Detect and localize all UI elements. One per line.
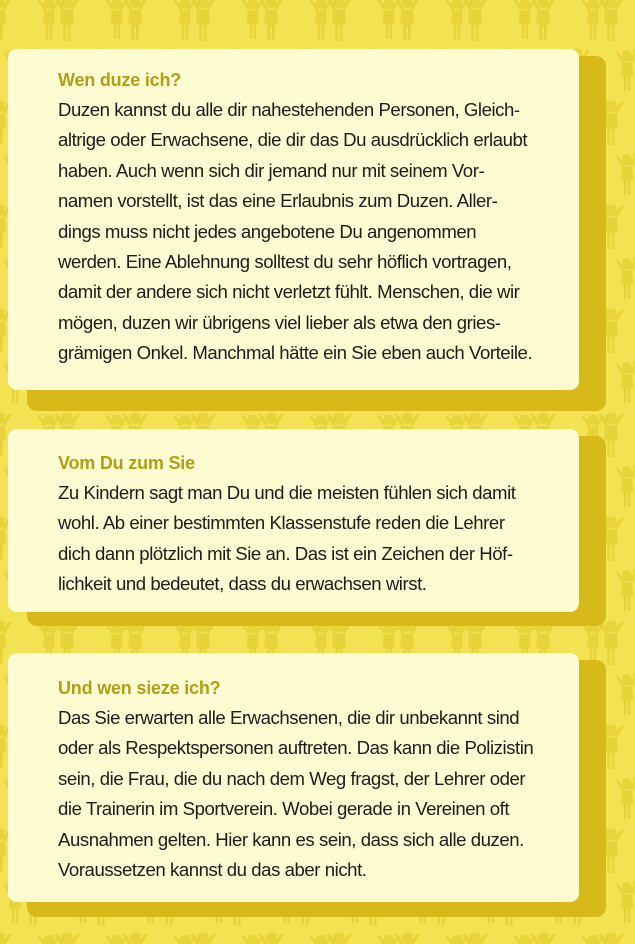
text-line: lichkeit und bedeutet, dass du erwachsen wirst. bbox=[58, 573, 427, 595]
text-line: namen vorstellt, ist das eine Erlaubnis zum Duzen. Aller- bbox=[58, 190, 498, 212]
person-figure-icon bbox=[54, 0, 79, 41]
person-figure-icon bbox=[326, 932, 351, 944]
person-figure-icon bbox=[378, 0, 401, 39]
card-vom-du-zum-sie bbox=[8, 429, 579, 612]
person-figure-icon bbox=[190, 0, 215, 41]
section-heading: Wen duze ich? bbox=[58, 70, 182, 90]
text-line: Ausnahmen gelten. Hier kann es sein, dass sich alle duzen. bbox=[58, 828, 524, 850]
person-figure-icon bbox=[598, 0, 623, 41]
text-line: damit der andere sich nicht verletzt fühlt. Menschen, die wir bbox=[58, 281, 520, 303]
person-figure-icon bbox=[0, 0, 12, 41]
person-figure-icon bbox=[616, 258, 635, 298]
person-figure-icon bbox=[616, 570, 635, 610]
person-figure-icon bbox=[122, 932, 147, 944]
person-figure-icon bbox=[598, 620, 623, 665]
text-line: Duzen kannst du alle dir nahestehenden Personen, Gleich- bbox=[58, 99, 520, 120]
text-line: werden. Eine Ablehnung solltest du sehr höflich vortragen, bbox=[58, 251, 512, 273]
person-figure-icon bbox=[616, 466, 635, 506]
section-body bbox=[58, 478, 579, 600]
person-figure-icon bbox=[616, 154, 635, 194]
text-line: grämigen Onkel. Manchmal hätte ein Sie eben auch Vorteile. bbox=[58, 342, 533, 364]
person-figure-icon bbox=[616, 50, 635, 90]
person-figure-icon bbox=[530, 932, 555, 944]
person-figure-icon bbox=[174, 0, 197, 39]
person-figure-icon bbox=[598, 932, 623, 944]
text-line: mögen, duzen wir übrigens viel lieber als etwa den gries- bbox=[58, 311, 501, 333]
person-figure-icon bbox=[0, 932, 12, 944]
person-figure-icon bbox=[462, 0, 487, 41]
person-figure-icon bbox=[582, 0, 605, 39]
person-figure-icon bbox=[54, 932, 79, 944]
text-line: Zu Kindern sagt man Du und die meisten fühlen sich damit bbox=[58, 482, 516, 503]
person-figure-icon bbox=[582, 622, 605, 662]
section-body bbox=[58, 703, 579, 885]
card-und-wen-sieze-ich bbox=[8, 653, 579, 902]
person-figure-icon bbox=[310, 0, 333, 39]
section-heading: Vom Du zum Sie bbox=[58, 453, 195, 473]
text-line: oder als Respektspersonen auftreten. Das kann die Polizistin bbox=[58, 737, 534, 759]
person-figure-icon bbox=[394, 932, 419, 944]
text-line: Das Sie erwarten alle Erwachsenen, die dir unbekannt sind bbox=[58, 707, 520, 728]
text-line: dings muss nicht jedes angebotene Du angenommen bbox=[58, 220, 477, 242]
person-figure-icon bbox=[326, 0, 351, 41]
text-line: dich dann plötzlich mit Sie an. Das ist ein Zeichen der Höf- bbox=[58, 542, 513, 564]
text-line: wohl. Ab einer bestimmten Klassenstufe reden die Lehrer bbox=[58, 512, 505, 534]
text-line: haben. Auch wenn sich dir jemand nur mit seinem Vor- bbox=[58, 159, 485, 181]
person-figure-icon bbox=[462, 932, 487, 944]
text-line: Voraussetzen kannst du das aber nicht. bbox=[58, 859, 367, 881]
person-figure-icon bbox=[258, 932, 283, 944]
card-wen-duze-ich bbox=[8, 49, 579, 390]
person-figure-icon bbox=[616, 882, 635, 922]
person-figure-icon bbox=[514, 0, 537, 39]
person-figure-icon bbox=[616, 674, 635, 714]
person-figure-icon bbox=[394, 0, 419, 41]
person-figure-icon bbox=[242, 0, 265, 39]
person-figure-icon bbox=[616, 778, 635, 818]
person-figure-icon bbox=[190, 932, 215, 944]
text-line: die Trainerin im Sportverein. Wobei gerade in Vereinen oft bbox=[58, 798, 510, 820]
person-figure-icon bbox=[106, 0, 129, 39]
person-figure-icon bbox=[38, 0, 61, 39]
section-heading: Und wen sieze ich? bbox=[58, 678, 221, 698]
section-body bbox=[58, 95, 579, 369]
person-figure-icon bbox=[530, 0, 555, 41]
text-line: altrige oder Erwachsene, die dir das Du ausdrücklich erlaubt bbox=[58, 129, 528, 151]
text-line: sein, die Frau, die du nach dem Weg fragst, der Lehrer oder bbox=[58, 767, 526, 789]
person-figure-icon bbox=[616, 362, 635, 402]
person-figure-icon bbox=[122, 0, 147, 41]
person-figure-icon bbox=[446, 0, 469, 39]
person-figure-icon bbox=[258, 0, 283, 41]
